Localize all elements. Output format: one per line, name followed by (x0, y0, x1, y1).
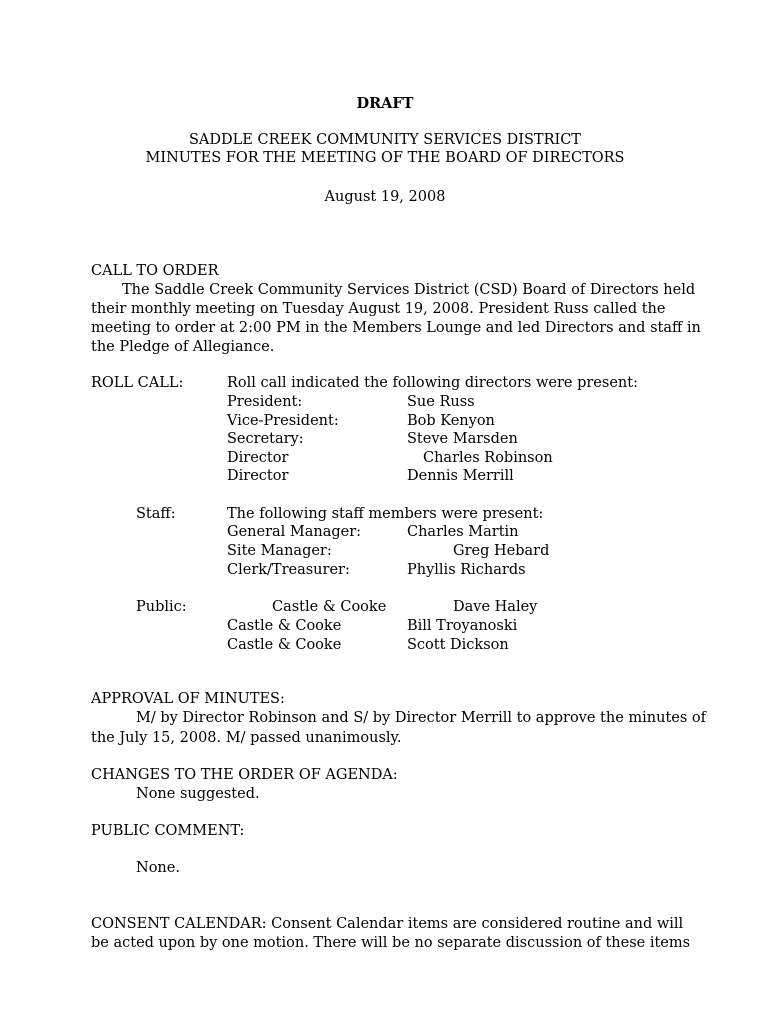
consent-line-1: CONSENT CALENDAR: Consent Calendar items are considered routine and will (91, 916, 684, 932)
director-name: Bob Kenyon (407, 413, 495, 429)
call-to-order-line-1: The Saddle Creek Community Services District (CSD) Board of Directors held (122, 282, 696, 298)
director-role: Secretary: (227, 431, 304, 447)
roll-call-label: ROLL CALL: (91, 375, 184, 391)
director-role: Director (227, 468, 289, 484)
staff-intro: The following staff members were present: (227, 506, 544, 522)
staff-name: Charles Martin (407, 524, 519, 540)
approval-line-2: the July 15, 2008. M/ passed unanimously. (91, 730, 402, 746)
director-name: Sue Russ (407, 394, 475, 410)
changes-heading: CHANGES TO THE ORDER OF AGENDA: (91, 767, 398, 783)
staff-name: Phyllis Richards (407, 562, 526, 578)
public-org: Castle & Cooke (227, 637, 342, 653)
director-role: President: (227, 394, 303, 410)
director-role: Vice-President: (227, 413, 339, 429)
director-name: Charles Robinson (423, 450, 553, 466)
public-comment-heading: PUBLIC COMMENT: (91, 823, 245, 839)
draft-label: DRAFT (356, 95, 414, 112)
director-name: Dennis Merrill (407, 468, 514, 484)
page-title: MINUTES FOR THE MEETING OF THE BOARD OF DIRECTORS (145, 150, 625, 166)
call-to-order-line-2: their monthly meeting on Tuesday August 19, 2008. President Russ called the (91, 301, 666, 317)
director-role: Director (227, 450, 289, 466)
call-to-order-line-4: the Pledge of Allegiance. (91, 339, 275, 355)
public-label: Public: (136, 599, 187, 615)
staff-role: Site Manager: (227, 543, 332, 559)
call-to-order-heading: CALL TO ORDER (91, 263, 219, 279)
changes-text: None suggested. (136, 786, 260, 802)
approval-line-1: M/ by Director Robinson and S/ by Director Merrill to approve the minutes of (136, 710, 707, 726)
public-name: Dave Haley (453, 599, 538, 615)
public-org: Castle & Cooke (272, 599, 387, 615)
staff-name: Greg Hebard (453, 543, 550, 559)
staff-label: Staff: (136, 506, 176, 522)
approval-heading: APPROVAL OF MINUTES: (91, 691, 285, 707)
staff-role: Clerk/Treasurer: (227, 562, 350, 578)
roll-call-intro: Roll call indicated the following directors were present: (227, 375, 638, 391)
organization-name: SADDLE CREEK COMMUNITY SERVICES DISTRICT (189, 132, 581, 148)
consent-line-2: be acted upon by one motion. There will be no separate discussion of these items (91, 935, 691, 951)
public-name: Scott Dickson (407, 637, 509, 653)
director-name: Steve Marsden (407, 431, 518, 447)
public-org: Castle & Cooke (227, 618, 342, 634)
meeting-date: August 19, 2008 (324, 189, 446, 205)
staff-role: General Manager: (227, 524, 362, 540)
public-comment-text: None. (136, 860, 180, 876)
public-name: Bill Troyanoski (407, 618, 518, 634)
call-to-order-line-3: meeting to order at 2:00 PM in the Members Lounge and led Directors and staff in (91, 320, 701, 336)
